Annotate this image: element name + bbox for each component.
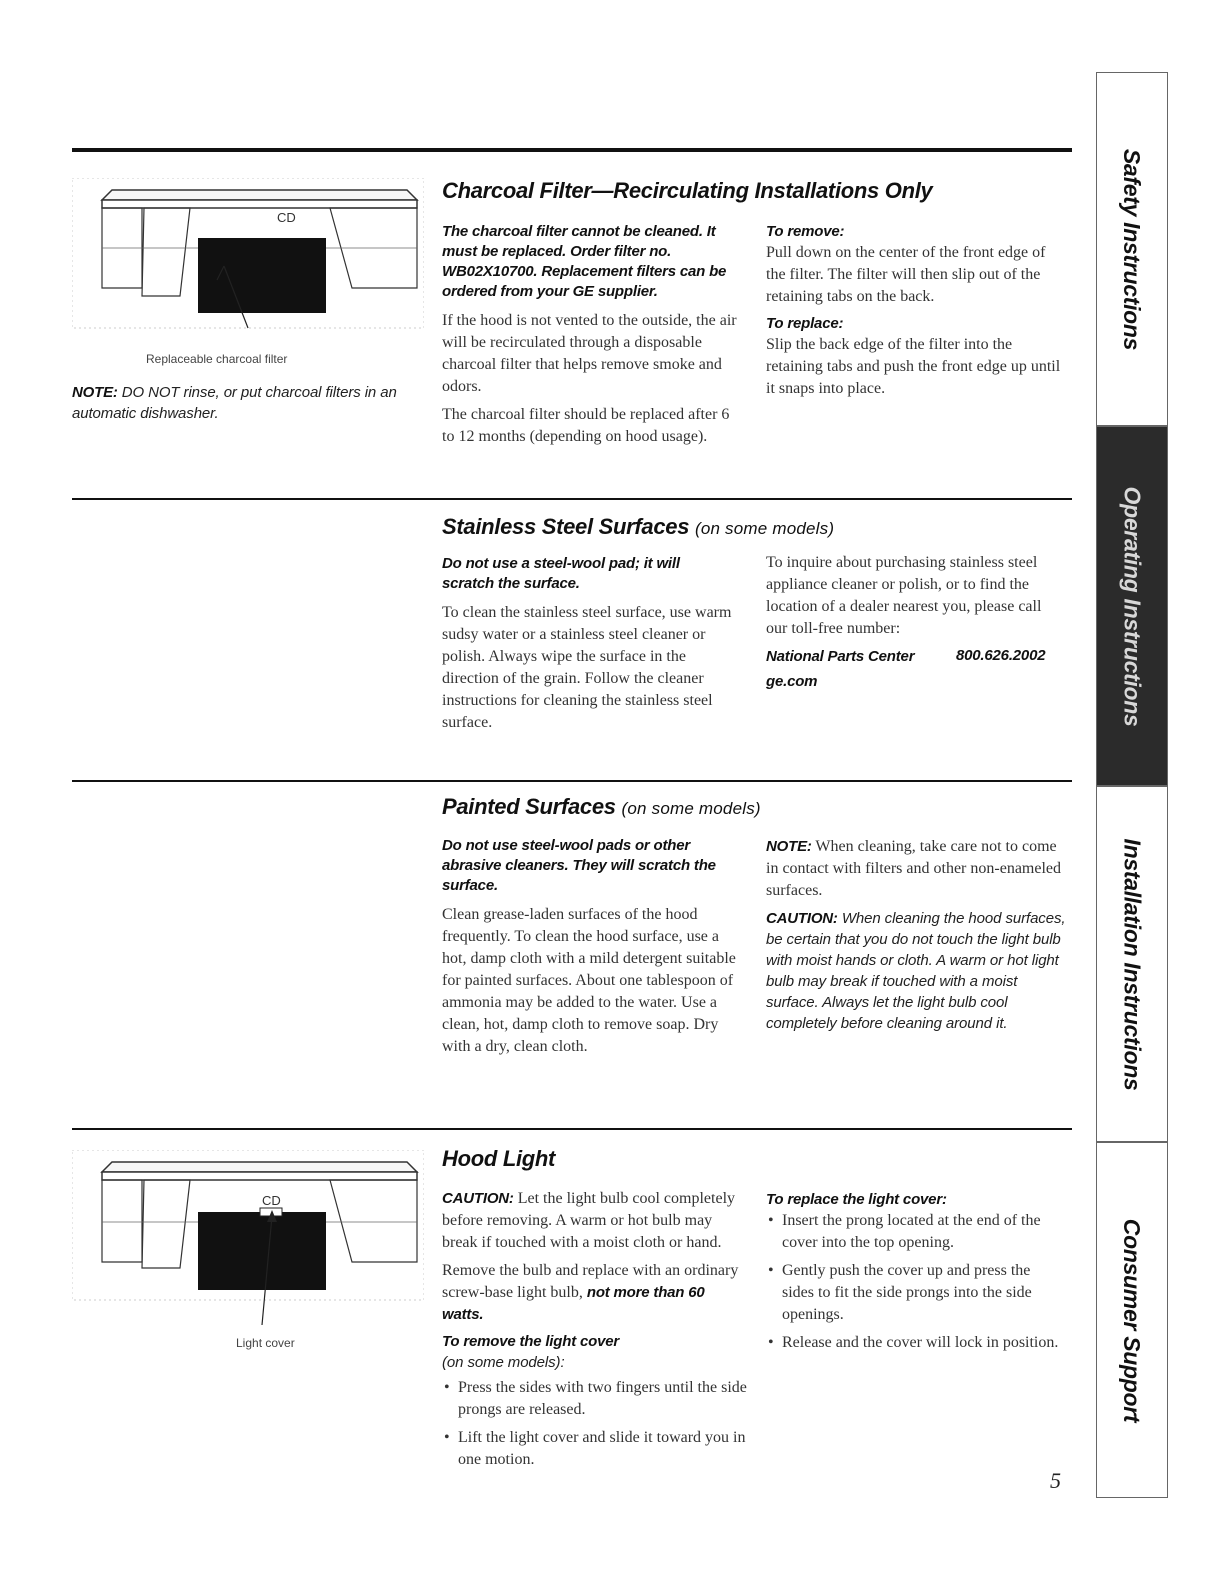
- stainless-warning: Do not use a steel-wool pad; it will scratch the surface.: [442, 555, 680, 592]
- painted-heading-main: Painted Surfaces: [442, 794, 616, 819]
- page-number: 5: [1050, 1468, 1061, 1493]
- tab-safety-instructions[interactable]: [1096, 72, 1168, 426]
- website-link[interactable]: ge.com: [766, 673, 818, 690]
- replace-label: To replace:: [766, 315, 844, 332]
- stainless-heading-sub: (on some models): [694, 519, 835, 538]
- stainless-steel-heading: [442, 514, 834, 540]
- tab-operating-instructions[interactable]: [1096, 426, 1168, 786]
- section-divider: [72, 498, 1072, 500]
- stainless-right-column: [766, 552, 1066, 692]
- svg-text:CD: CD: [277, 210, 296, 225]
- painted-caution: [766, 908, 1066, 1034]
- hood-light-cover-illustration: [72, 1150, 424, 1330]
- hood-light-left-column: [442, 1188, 747, 1477]
- list-item: • Release and the cover will lock in position.: [768, 1334, 1059, 1351]
- charcoal-right-column: [766, 222, 1066, 406]
- tab-label: Operating Instructions: [1119, 485, 1146, 727]
- list-item: • Lift the light cover and slide it toward you in one motion.: [444, 1429, 746, 1468]
- caution-label: CAUTION:: [442, 1190, 514, 1207]
- painted-para: Clean grease-laden surfaces of the hood frequently. To clean the hood surface, use a hot, damp cloth with a mild detergent suitable for painted surfaces. About one tablespoon of ammonia may be added to the water. Use a clean, hot, damp cloth to remove soap. Dry with a dry, clean cloth.: [442, 906, 736, 1055]
- remove-cover-sub: (on some models):: [442, 1354, 565, 1371]
- list-item: • Insert the prong located at the end of the cover into the top opening.: [768, 1212, 1041, 1251]
- painted-left-column: [442, 836, 747, 1064]
- replace-text: Slip the back edge of the filter into the retaining tabs and push the front edge up until it snaps into place.: [766, 336, 1061, 397]
- hood-light-caution: [442, 1188, 747, 1254]
- painted-warning: Do not use steel-wool pads or other abrasive cleaners. They will scratch the surface.: [442, 837, 716, 894]
- tab-label: Consumer Support: [1119, 1218, 1146, 1422]
- painted-note-text: When cleaning, take care not to come in contact with filters and other non-enameled surfaces.: [766, 838, 1062, 899]
- list-item: • Press the sides with two fingers until the side prongs are released.: [444, 1379, 747, 1418]
- stainless-left-column: [442, 554, 732, 740]
- caution-text: Let the light bulb cool completely before removing. A warm or hot bulb may break if touched with a moist cloth or hand.: [442, 1190, 736, 1251]
- parts-center-label: National Parts Center: [766, 648, 915, 665]
- dishwasher-note: [72, 382, 412, 424]
- remove-text: Pull down on the center of the front edge of the filter. The filter will then slip out of the retaining tabs on the back.: [766, 244, 1046, 305]
- charcoal-filter-heading: Charcoal Filter—Recirculating Installations Only: [442, 178, 933, 203]
- remove-cover-steps: [442, 1377, 747, 1471]
- svg-text:CD: CD: [262, 1193, 281, 1208]
- note-label: NOTE:: [72, 384, 118, 401]
- charcoal-para2: The charcoal filter should be replaced after 6 to 12 months (depending on hood usage).: [442, 406, 730, 445]
- remove-label: To remove:: [766, 223, 845, 240]
- stainless-inquire: To inquire about purchasing stainless steel appliance cleaner or polish, or to find the location of a dealer nearest you, please call our toll-free number:: [766, 554, 1042, 637]
- tab-label: Safety Instructions: [1119, 148, 1146, 350]
- bulb-replacement-text: Remove the bulb and replace with an ordinary screw-base light bulb,: [442, 1262, 739, 1301]
- tab-label: Installation Instructions: [1119, 838, 1146, 1090]
- tab-installation-instructions[interactable]: [1096, 786, 1168, 1142]
- bulb-wattage: not more than 60 watts.: [442, 1284, 705, 1323]
- list-item: • Gently push the cover up and press the sides to fit the side prongs into the side openings.: [768, 1262, 1032, 1323]
- figure-caption: Replaceable charcoal filter: [146, 352, 288, 366]
- painted-heading-sub: (on some models): [621, 799, 761, 818]
- stainless-para: To clean the stainless steel surface, use warm sudsy water or a stainless steel cleaner or polish. Always wipe the surface in the direction of the grain. Follow the cleaner instructions for cleaning the stainless steel surface.: [442, 604, 732, 731]
- painted-note-label: NOTE:: [766, 838, 812, 855]
- replace-cover-steps: [766, 1210, 1066, 1354]
- painted-caution-label: CAUTION:: [766, 910, 838, 927]
- charcoal-left-column: [442, 222, 742, 454]
- painted-caution-text: When cleaning the hood surfaces, be certain that you do not touch the light bulb with moist hands or cloth. A warm or hot light bulb may break if touched with a moist surface. Always let the light bulb cool completely before cleaning around it.: [766, 910, 1066, 1032]
- painted-right-column: [766, 836, 1066, 1034]
- remove-cover-label: To remove the light cover: [442, 1333, 619, 1350]
- section-divider: [72, 1128, 1072, 1130]
- hood-light-heading: Hood Light: [442, 1146, 556, 1171]
- charcoal-para1: If the hood is not vented to the outside, the air will be recirculated through a disposable charcoal filter that helps remove smoke and odors.: [442, 312, 737, 395]
- note-text: DO NOT rinse, or put charcoal filters in an automatic dishwasher.: [72, 384, 397, 422]
- range-hood-filter-illustration: [72, 178, 424, 338]
- section-divider: [72, 148, 1072, 152]
- hood-light-right-column: [766, 1190, 1066, 1360]
- tab-consumer-support[interactable]: [1096, 1142, 1168, 1498]
- painted-surfaces-heading: [442, 794, 761, 820]
- stainless-heading-main: Stainless Steel Surfaces: [442, 514, 690, 539]
- figure-caption: Light cover: [236, 1336, 295, 1350]
- parts-center-line: [766, 646, 1066, 668]
- parts-center-phone: 800.626.2002: [956, 647, 1046, 664]
- charcoal-warning: The charcoal filter cannot be cleaned. It must be replaced. Order filter no. WB02X10700. Replacement filters can be ordered from your GE supplier.: [442, 223, 727, 300]
- bulb-replacement: [442, 1260, 747, 1326]
- replace-cover-label: To replace the light cover:: [766, 1191, 947, 1208]
- section-divider: [72, 780, 1072, 782]
- painted-note: [766, 836, 1066, 902]
